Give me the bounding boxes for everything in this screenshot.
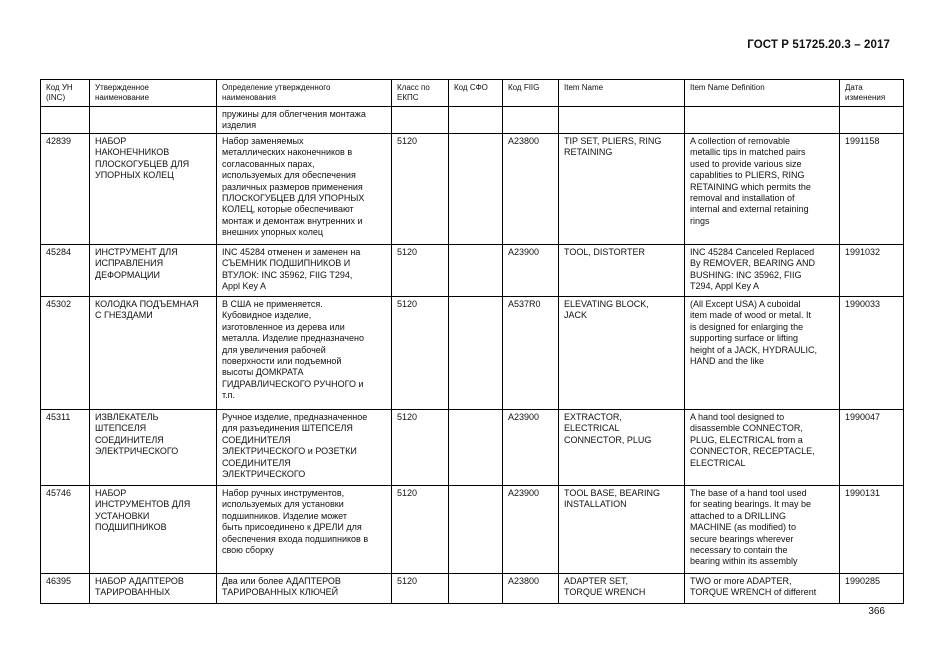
table-row <box>41 134 904 245</box>
col-header-sfo-code: Код СФО <box>449 80 503 107</box>
cell-sfo-code <box>449 245 503 297</box>
header-row <box>41 80 904 107</box>
col-header-approved-name: Утвержденное наименование <box>90 80 217 107</box>
cell-fiig-code: A23900 <box>503 410 559 486</box>
cell-item-name: TIP SET, PLIERS, RING RETAINING <box>559 134 685 245</box>
table-row <box>41 297 904 410</box>
table-row <box>41 574 904 604</box>
cell-inc: 46395 <box>41 574 90 604</box>
cell-ekps-class: 5120 <box>392 297 449 410</box>
col-header-fiig-code: Код FIIG <box>503 80 559 107</box>
cell-definition: Набор заменяемых металлических наконечников в согласованных парах, используемых для обеспечения различных размеров применения ПЛОСКОГУБЦЕВ ДЛЯ УПОРНЫХ КОЛЕЦ, которые обеспечивают монтаж и демонтаж внутренних и внешних упорных колец <box>217 134 392 245</box>
cell-sfo-code <box>449 410 503 486</box>
cell-ekps-class: 5120 <box>392 245 449 297</box>
col-header-change-date: Дата изменения <box>840 80 904 107</box>
cell-item-definition: TWO or more ADAPTER, TORQUE WRENCH of different <box>685 574 840 604</box>
cell-approved-name: НАБОР НАКОНЕЧНИКОВ ПЛОСКОГУБЦЕВ ДЛЯ УПОРНЫХ КОЛЕЦ <box>90 134 217 245</box>
cell-fiig-code: A537R0 <box>503 297 559 410</box>
table-row <box>41 486 904 574</box>
cell-change-date: 1990047 <box>840 410 904 486</box>
cell-change-date: 1991032 <box>840 245 904 297</box>
cell-ekps-class <box>392 107 449 134</box>
cell-inc <box>41 107 90 134</box>
cell-item-definition: The base of a hand tool used for seating bearings. It may be attached to a DRILLING MACHINE (as modified) to secure bearings wherever necessary to contain the bearing within its assembly <box>685 486 840 574</box>
cell-definition: Ручное изделие, предназначенное для разъединения ШТЕПСЕЛЯ СОЕДИНИТЕЛЯ ЭЛЕКТРИЧЕСКОГО и РОЗЕТКИ СОЕДИНИТЕЛЯ ЭЛЕКТРИЧЕСКОГО <box>217 410 392 486</box>
cell-definition: Два или более АДАПТЕРОВ ТАРИРОВАННЫХ КЛЮЧЕЙ <box>217 574 392 604</box>
catalog-table <box>40 79 904 604</box>
cell-item-name: EXTRACTOR, ELECTRICAL CONNECTOR, PLUG <box>559 410 685 486</box>
cell-definition: INC 45284 отменен и заменен на СЪЕМНИК ПОДШИПНИКОВ И ВТУЛОК: INC 35962, FIIG T294, Appl Key A <box>217 245 392 297</box>
table-row <box>41 410 904 486</box>
cell-inc: 42839 <box>41 134 90 245</box>
cell-item-name: TOOL BASE, BEARING INSTALLATION <box>559 486 685 574</box>
cell-item-definition: A collection of removable metallic tips in matched pairs used to provide various size capablities to PLIERS, RING RETAINING which permits the removal and installation of internal and external retaining rings <box>685 134 840 245</box>
table-row <box>41 245 904 297</box>
cell-fiig-code: A23900 <box>503 486 559 574</box>
cell-item-name <box>559 107 685 134</box>
cell-definition: В США не применяется. Кубовидное изделие, изготовленное из дерева или металла. Изделие предназначено для увеличения рабочей поверхности или подъемной высоты ДОМКРАТА ГИДРАВЛИЧЕСКОГО РУЧНОГО и т.п. <box>217 297 392 410</box>
cell-definition: Набор ручных инструментов, используемых для установки подшипников. Изделие может быть присоединено к ДРЕЛИ для обеспечения входа подшипников в свою сборку <box>217 486 392 574</box>
col-header-item-definition: Item Name Definition <box>685 80 840 107</box>
cell-item-name: ELEVATING BLOCK, JACK <box>559 297 685 410</box>
cell-approved-name: КОЛОДКА ПОДЪЕМНАЯ С ГНЕЗДАМИ <box>90 297 217 410</box>
cell-inc: 45746 <box>41 486 90 574</box>
col-header-item-name: Item Name <box>559 80 685 107</box>
cell-fiig-code: A23800 <box>503 134 559 245</box>
cell-inc: 45284 <box>41 245 90 297</box>
cell-item-definition: A hand tool designed to disassemble CONNECTOR, PLUG, ELECTRICAL from a CONNECTOR, RECEPTACLE, ELECTRICAL <box>685 410 840 486</box>
col-header-inc: Код УН (INC) <box>41 80 90 107</box>
cell-change-date: 1990033 <box>840 297 904 410</box>
cell-change-date: 1990131 <box>840 486 904 574</box>
cell-ekps-class: 5120 <box>392 134 449 245</box>
cell-definition: пружины для облегчения монтажа изделия <box>217 107 392 134</box>
cell-fiig-code: A23800 <box>503 574 559 604</box>
cell-approved-name: ИЗВЛЕКАТЕЛЬ ШТЕПСЕЛЯ СОЕДИНИТЕЛЯ ЭЛЕКТРИЧЕСКОГО <box>90 410 217 486</box>
col-header-definition: Определение утвержденного наименования <box>217 80 392 107</box>
page-number: 366 <box>868 606 885 617</box>
cell-item-definition: INC 45284 Canceled Replaced By REMOVER, BEARING AND BUSHING: INC 35962, FIIG T294, Appl Key A <box>685 245 840 297</box>
cell-fiig-code <box>503 107 559 134</box>
cell-ekps-class: 5120 <box>392 410 449 486</box>
cell-change-date: 1990285 <box>840 574 904 604</box>
cell-change-date: 1991158 <box>840 134 904 245</box>
cell-change-date <box>840 107 904 134</box>
cell-fiig-code: A23900 <box>503 245 559 297</box>
cell-item-definition: (All Except USA) A cuboidal item made of wood or metal. It is designed for enlarging the supporting surface or lifting height of a JACK, HYDRAULIC, HAND and the like <box>685 297 840 410</box>
col-header-ekps-class: Класс по ЕКПС <box>392 80 449 107</box>
cell-approved-name: ИНСТРУМЕНТ ДЛЯ ИСПРАВЛЕНИЯ ДЕФОРМАЦИИ <box>90 245 217 297</box>
cell-sfo-code <box>449 107 503 134</box>
cell-sfo-code <box>449 574 503 604</box>
cell-sfo-code <box>449 486 503 574</box>
cell-ekps-class: 5120 <box>392 486 449 574</box>
cell-approved-name: НАБОР АДАПТЕРОВ ТАРИРОВАННЫХ <box>90 574 217 604</box>
cell-item-name: TOOL, DISTORTER <box>559 245 685 297</box>
cell-sfo-code <box>449 297 503 410</box>
cell-item-definition <box>685 107 840 134</box>
table-row <box>41 107 904 134</box>
cell-inc: 45302 <box>41 297 90 410</box>
standard-code: ГОСТ Р 51725.20.3 – 2017 <box>747 39 890 51</box>
cell-approved-name: НАБОР ИНСТРУМЕНТОВ ДЛЯ УСТАНОВКИ ПОДШИПНИКОВ <box>90 486 217 574</box>
cell-inc: 45311 <box>41 410 90 486</box>
cell-sfo-code <box>449 134 503 245</box>
cell-ekps-class: 5120 <box>392 574 449 604</box>
cell-item-name: ADAPTER SET, TORQUE WRENCH <box>559 574 685 604</box>
cell-approved-name <box>90 107 217 134</box>
